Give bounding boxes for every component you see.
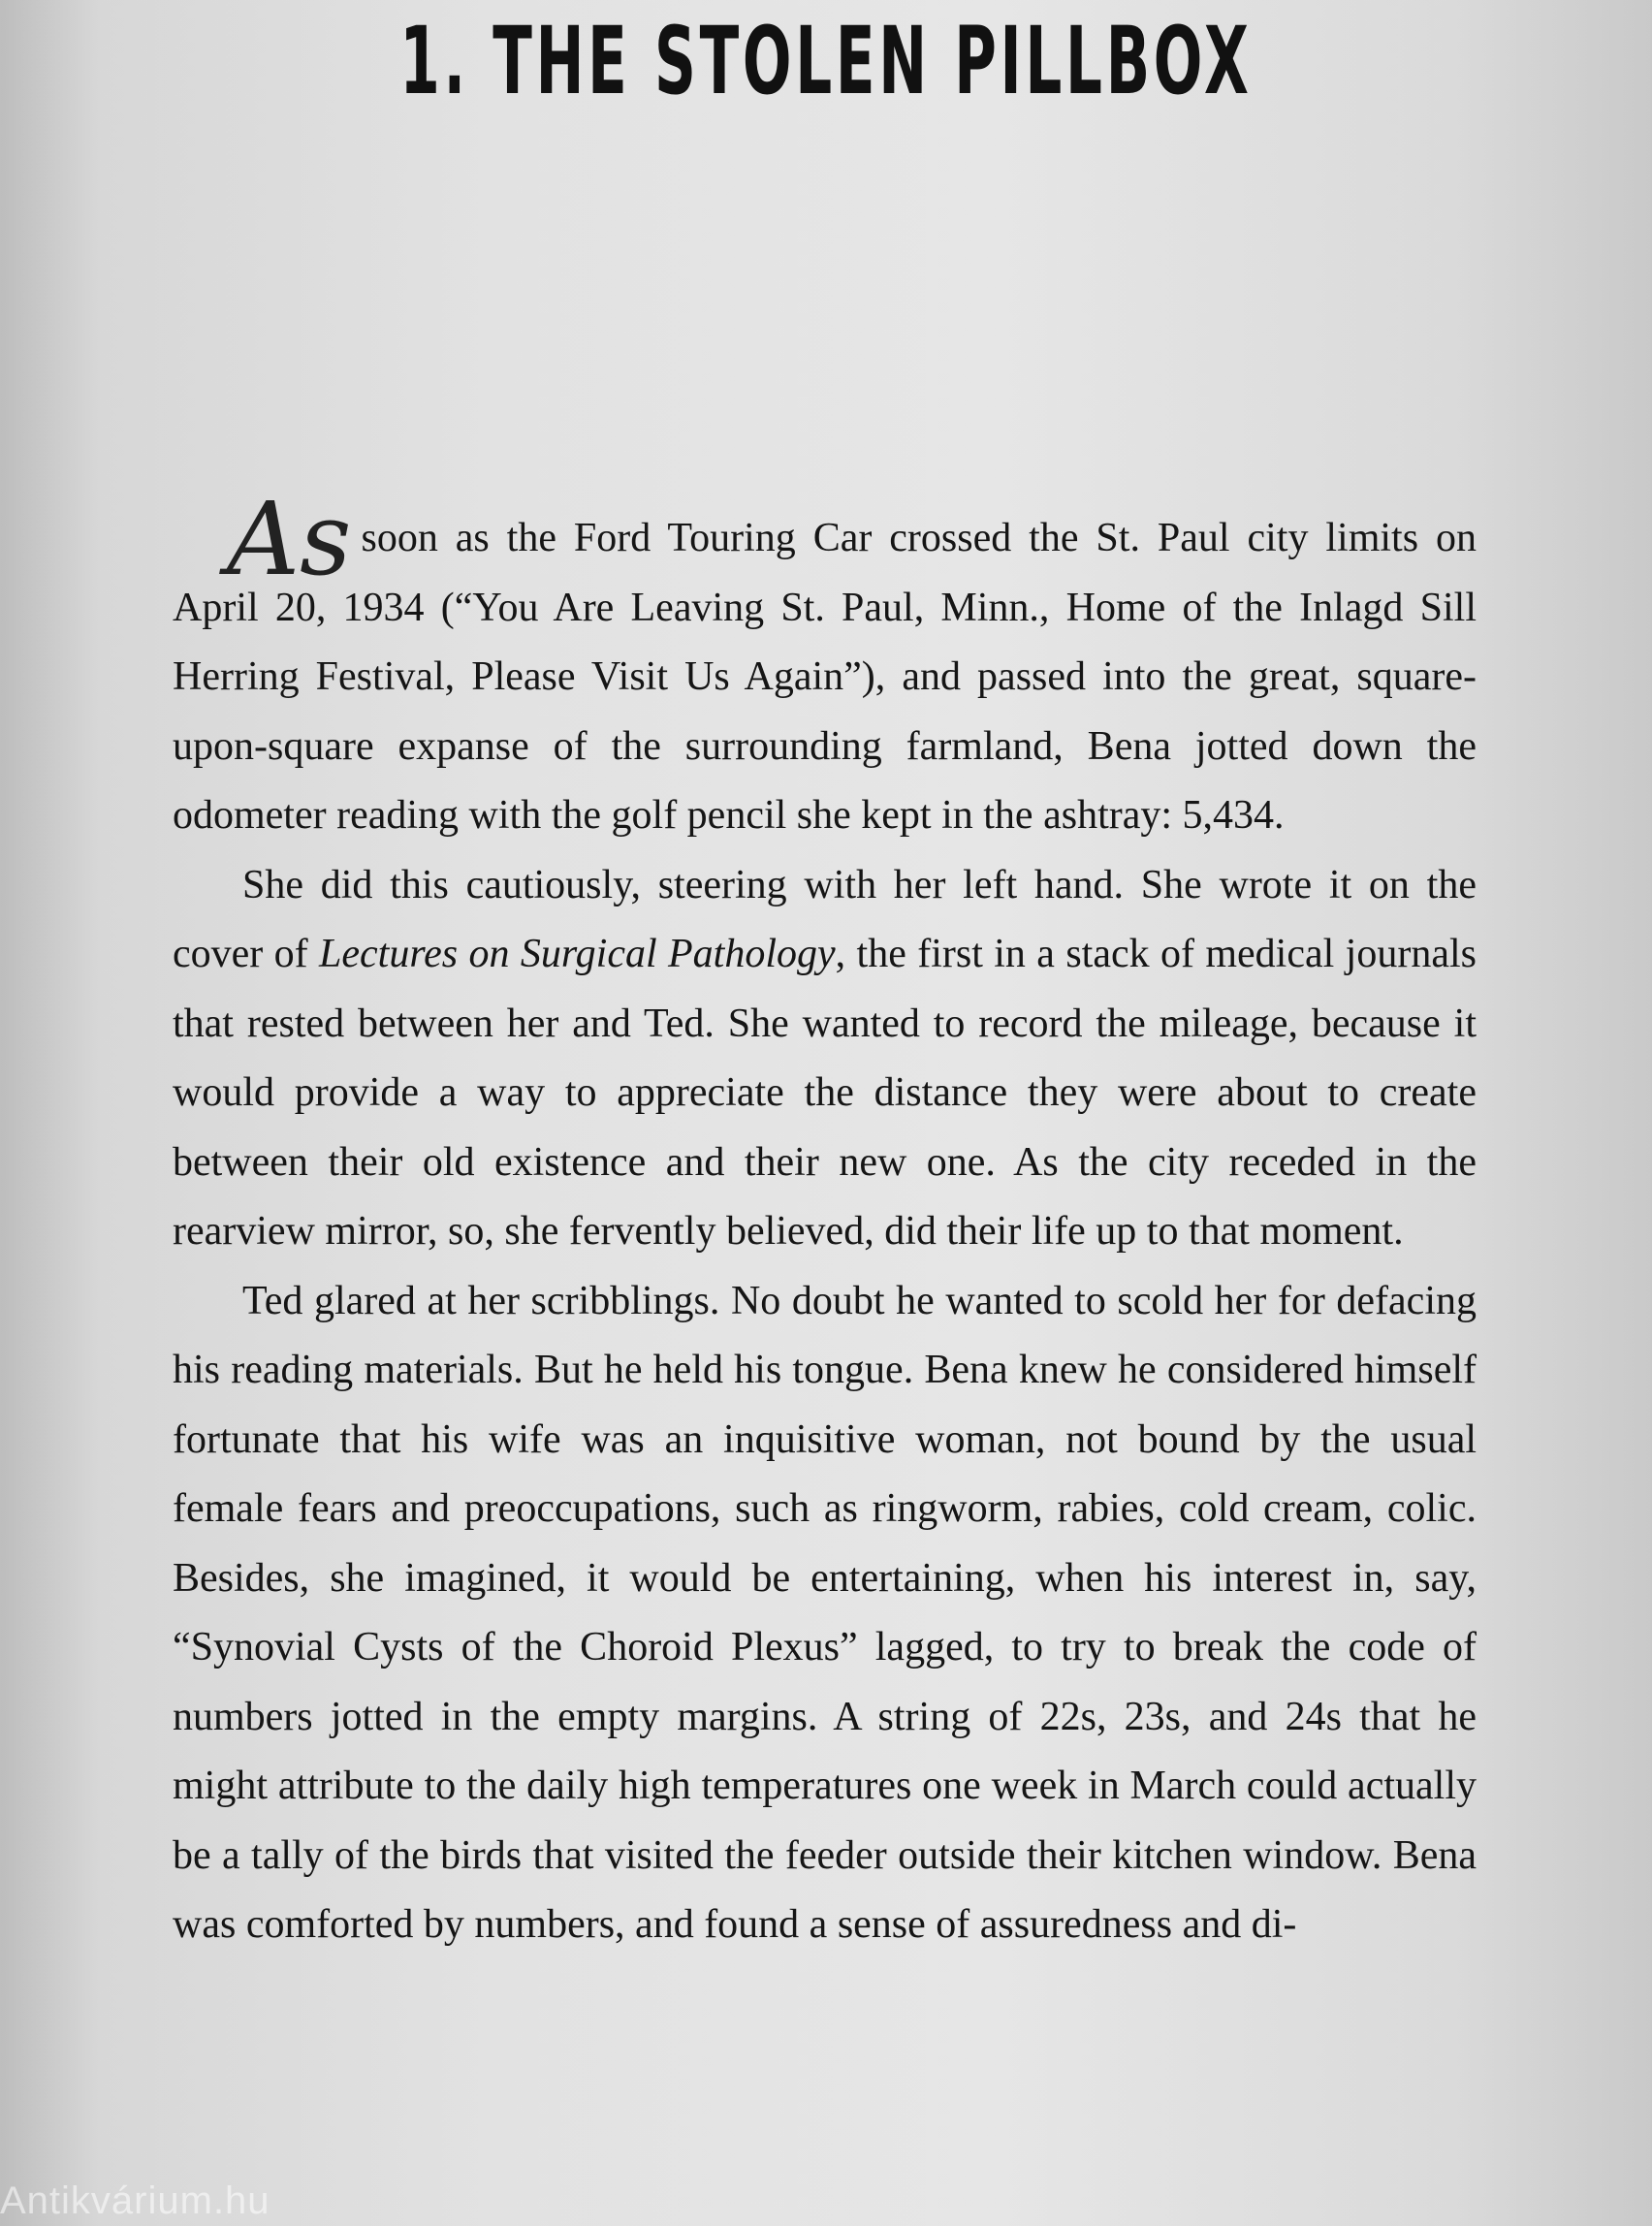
book-title-italic: Lectures on Surgical Pathology [319,932,836,976]
watermark: Antikvárium.hu [0,2179,270,2222]
paragraph-2-text-b: , the first in a stack of medical journals that rested between her and Ted. She wanted to record the mileage, because it would provide a way to appreciate the distance they were about to create between their old existence and their new one. As the city receded in the rearview mirror, so, she fervently believed, did their life up to that moment. [173,932,1477,1254]
paragraph-1 [173,480,1477,851]
paragraph-1-text: soon as the Ford Touring Car crossed the St. Paul city limits on April 20, 1934 (“You Are Leaving St. Paul, Minn., Home of the Inlagd Sill Herring Festival, Please Visit Us Again”), and passed into the great, square-upon-square expanse of the surrounding farmland, Bena jotted down the odometer reading with the golf pencil she kept in the ashtray: 5,434. [173,516,1477,838]
paragraph-3: Ted glared at her scribblings. No doubt he wanted to scold her for defacing his reading materials. But he held his tongue. Bena knew he considered himself fortunate that his wife was an inquisitive woman, not bound by the usual female fears and preoccupations, such as ringworm, rabies, cold cream, colic. Besides, she imagined, it would be entertaining, when his interest in, say, “Synovial Cysts of the Choroid Plexus” lagged, to try to break the code of numbers jotted in the empty margins. A string of 22s, 23s, and 24s that he might attribute to the daily high temperatures one week in March could actually be a tally of the birds that visited the feeder outside their kitchen window. Bena was comforted by numbers, and found a sense of assuredness and di- [173,1278,1477,1947]
paragraph-2 [173,851,1477,1267]
body-text [173,480,1477,1960]
drop-cap: As [227,480,352,598]
paragraph-2-text-a: She did this cautiously, steering with her left hand. She wrote it on the cover of [173,862,1477,976]
chapter-title: 1. THE STOLEN PILLBOX [399,7,1253,115]
